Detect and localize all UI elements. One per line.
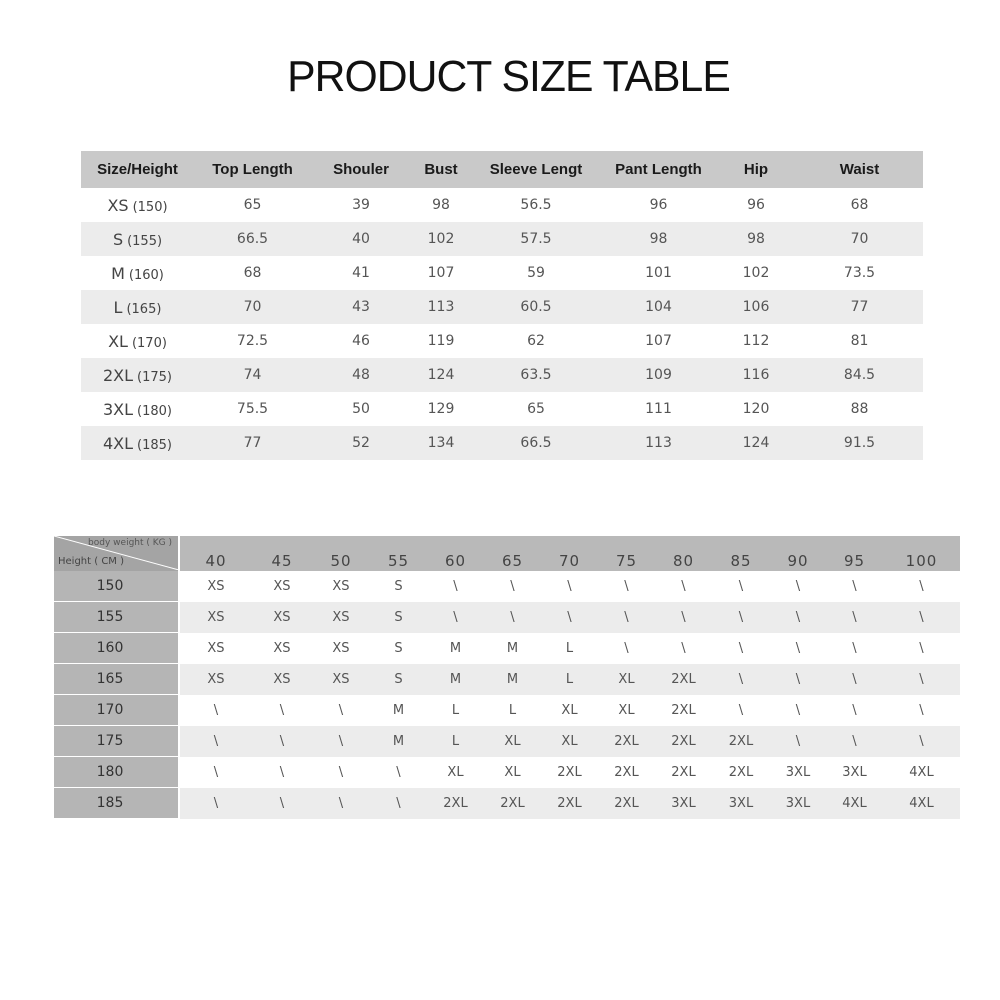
- table-row: [54, 602, 960, 633]
- height-label: Height ( CM ): [58, 556, 125, 567]
- size-recommendation-cell: \: [826, 571, 883, 602]
- column-header: Sleeve Lengt: [471, 151, 601, 188]
- size-recommendation-cell: \: [883, 571, 960, 602]
- column-header: Shouler: [311, 151, 411, 188]
- size-recommendation-cell: M: [370, 695, 427, 726]
- page-title: PRODUCT SIZE TABLE: [287, 52, 730, 101]
- measurement-cell: 66.5: [194, 222, 311, 256]
- height-cell: 160: [54, 633, 179, 664]
- size-recommendation-cell: 3XL: [655, 788, 712, 819]
- size-recommendation-cell: \: [252, 757, 312, 788]
- size-label: 4XL: [102, 433, 134, 453]
- size-recommendation-cell: \: [252, 788, 312, 819]
- measurement-cell: 48: [311, 358, 411, 392]
- size-recommendation-cell: 3XL: [770, 757, 826, 788]
- weight-header: 50: [312, 536, 370, 571]
- size-recommendation-cell: 4XL: [826, 788, 883, 819]
- size-recommendation-cell: XL: [541, 726, 598, 757]
- size-label: 2XL: [102, 365, 134, 385]
- height-weight-size-table: [54, 536, 960, 819]
- table-row: [81, 392, 923, 426]
- size-recommendation-cell: XL: [484, 757, 541, 788]
- measurement-cell: 111: [601, 392, 716, 426]
- measurement-cell: 91.5: [796, 426, 923, 460]
- size-recommendation-cell: XL: [598, 664, 655, 695]
- column-header: Pant Length: [601, 151, 716, 188]
- size-recommendation-cell: 2XL: [655, 726, 712, 757]
- size-recommendation-cell: \: [598, 602, 655, 633]
- measurement-cell: 68: [194, 256, 311, 290]
- size-height-cell: [81, 290, 194, 324]
- size-recommendation-cell: 2XL: [598, 757, 655, 788]
- table-row: [81, 426, 923, 460]
- measurement-cell: 113: [411, 290, 471, 324]
- size-recommendation-cell: \: [826, 695, 883, 726]
- measurement-cell: 101: [601, 256, 716, 290]
- size-height-cell: [81, 256, 194, 290]
- size-label: XL: [108, 331, 128, 351]
- measurement-cell: 102: [716, 256, 796, 290]
- height-label: (175): [137, 369, 173, 385]
- size-recommendation-cell: \: [427, 571, 484, 602]
- weight-header: 55: [370, 536, 427, 571]
- body-weight-label: body weight ( KG ): [88, 538, 172, 548]
- weight-header: 40: [179, 536, 252, 571]
- measurement-cell: 46: [311, 324, 411, 358]
- measurement-cell: 134: [411, 426, 471, 460]
- height-cell: 175: [54, 726, 179, 757]
- size-recommendation-cell: \: [598, 633, 655, 664]
- size-height-cell: [81, 324, 194, 358]
- size-recommendation-cell: \: [598, 571, 655, 602]
- height-cell: 185: [54, 788, 179, 819]
- size-recommendation-cell: XS: [312, 602, 370, 633]
- measurement-cell: 120: [716, 392, 796, 426]
- measurement-cell: 116: [716, 358, 796, 392]
- measurement-cell: 112: [716, 324, 796, 358]
- size-recommendation-cell: \: [370, 757, 427, 788]
- measurement-cell: 70: [796, 222, 923, 256]
- column-header: Size/Height: [81, 151, 194, 188]
- size-recommendation-cell: \: [883, 633, 960, 664]
- measurement-cell: 52: [311, 426, 411, 460]
- table-row: [81, 324, 923, 358]
- size-height-cell: [81, 358, 194, 392]
- size-recommendation-cell: \: [252, 726, 312, 757]
- size-recommendation-cell: \: [883, 726, 960, 757]
- size-recommendation-cell: M: [427, 664, 484, 695]
- table-row: [54, 633, 960, 664]
- table-row: [54, 726, 960, 757]
- table-row: [54, 571, 960, 602]
- size-recommendation-cell: \: [826, 664, 883, 695]
- table-row: [81, 188, 923, 222]
- size-recommendation-cell: XL: [541, 695, 598, 726]
- size-recommendation-cell: XS: [252, 633, 312, 664]
- measurement-cell: 98: [716, 222, 796, 256]
- measurement-cell: 109: [601, 358, 716, 392]
- size-recommendation-cell: \: [826, 633, 883, 664]
- measurement-cell: 107: [411, 256, 471, 290]
- size-recommendation-cell: 2XL: [712, 726, 770, 757]
- size-recommendation-cell: \: [655, 602, 712, 633]
- measurement-cell: 60.5: [471, 290, 601, 324]
- height-label: (150): [132, 199, 168, 215]
- size-recommendation-cell: S: [370, 664, 427, 695]
- size-recommendation-cell: \: [312, 788, 370, 819]
- size-recommendation-cell: XS: [179, 602, 252, 633]
- size-recommendation-cell: 2XL: [427, 788, 484, 819]
- size-recommendation-cell: XS: [312, 571, 370, 602]
- size-recommendation-cell: \: [770, 602, 826, 633]
- size-recommendation-cell: \: [826, 602, 883, 633]
- size-recommendation-cell: \: [252, 695, 312, 726]
- size-recommendation-cell: \: [770, 664, 826, 695]
- size-recommendation-cell: 2XL: [541, 788, 598, 819]
- size-height-cell: [81, 426, 194, 460]
- weight-header-row: [54, 536, 960, 571]
- size-recommendation-cell: M: [427, 633, 484, 664]
- table-row: [81, 222, 923, 256]
- column-header: Waist: [796, 151, 923, 188]
- size-recommendation-cell: \: [712, 695, 770, 726]
- size-height-cell: [81, 222, 194, 256]
- size-recommendation-cell: \: [484, 571, 541, 602]
- measurement-cell: 77: [194, 426, 311, 460]
- measurement-cell: 106: [716, 290, 796, 324]
- column-header: Bust: [411, 151, 471, 188]
- weight-header: 75: [598, 536, 655, 571]
- size-recommendation-cell: 4XL: [883, 757, 960, 788]
- size-recommendation-cell: \: [312, 757, 370, 788]
- size-recommendation-cell: XS: [179, 633, 252, 664]
- measurement-cell: 75.5: [194, 392, 311, 426]
- size-recommendation-cell: 2XL: [541, 757, 598, 788]
- product-size-table: [81, 151, 923, 460]
- measurement-cell: 63.5: [471, 358, 601, 392]
- size-recommendation-cell: \: [484, 602, 541, 633]
- size-recommendation-cell: S: [370, 633, 427, 664]
- table-row: [54, 788, 960, 819]
- column-header: Top Length: [194, 151, 311, 188]
- size-label: S: [112, 229, 124, 249]
- size-recommendation-cell: \: [541, 571, 598, 602]
- measurement-cell: 98: [411, 188, 471, 222]
- size-recommendation-cell: XS: [252, 664, 312, 695]
- size-recommendation-cell: S: [370, 571, 427, 602]
- size-recommendation-cell: 3XL: [712, 788, 770, 819]
- measurement-cell: 59: [471, 256, 601, 290]
- weight-header: 60: [427, 536, 484, 571]
- size-recommendation-cell: \: [312, 695, 370, 726]
- measurement-cell: 98: [601, 222, 716, 256]
- measurement-cell: 65: [471, 392, 601, 426]
- weight-header: 65: [484, 536, 541, 571]
- size-recommendation-cell: S: [370, 602, 427, 633]
- size-recommendation-cell: \: [655, 571, 712, 602]
- measurement-cell: 113: [601, 426, 716, 460]
- measurement-cell: 50: [311, 392, 411, 426]
- size-recommendation-cell: \: [883, 602, 960, 633]
- measurement-cell: 41: [311, 256, 411, 290]
- measurement-cell: 43: [311, 290, 411, 324]
- size-label: XS: [107, 195, 129, 215]
- size-recommendation-cell: L: [541, 664, 598, 695]
- measurement-cell: 119: [411, 324, 471, 358]
- height-cell: 170: [54, 695, 179, 726]
- size-recommendation-cell: \: [712, 571, 770, 602]
- size-recommendation-cell: 4XL: [883, 788, 960, 819]
- size-recommendation-cell: L: [427, 726, 484, 757]
- size-recommendation-cell: 2XL: [598, 788, 655, 819]
- size-recommendation-cell: M: [370, 726, 427, 757]
- weight-header: 85: [712, 536, 770, 571]
- height-label: (185): [137, 437, 173, 453]
- size-recommendation-cell: XL: [598, 695, 655, 726]
- size-recommendation-cell: XS: [179, 664, 252, 695]
- size-recommendation-cell: \: [179, 788, 252, 819]
- measurement-cell: 40: [311, 222, 411, 256]
- size-height-cell: [81, 188, 194, 222]
- size-recommendation-cell: XS: [312, 664, 370, 695]
- height-cell: 165: [54, 664, 179, 695]
- height-label: (160): [128, 267, 164, 283]
- size-recommendation-cell: 2XL: [655, 695, 712, 726]
- measurement-cell: 65: [194, 188, 311, 222]
- size-recommendation-cell: XS: [252, 571, 312, 602]
- size-recommendation-cell: L: [484, 695, 541, 726]
- measurement-cell: 74: [194, 358, 311, 392]
- size-recommendation-cell: \: [770, 695, 826, 726]
- measurement-cell: 70: [194, 290, 311, 324]
- size-recommendation-cell: M: [484, 664, 541, 695]
- weight-header: 90: [770, 536, 826, 571]
- column-header: Hip: [716, 151, 796, 188]
- measurement-cell: 81: [796, 324, 923, 358]
- size-recommendation-cell: \: [883, 695, 960, 726]
- weight-header: 95: [826, 536, 883, 571]
- size-recommendation-cell: 2XL: [484, 788, 541, 819]
- measurement-cell: 96: [601, 188, 716, 222]
- size-recommendation-cell: 2XL: [598, 726, 655, 757]
- measurement-cell: 77: [796, 290, 923, 324]
- height-cell: 155: [54, 602, 179, 633]
- height-label: (170): [131, 335, 167, 351]
- size-table-header-row: [81, 151, 923, 188]
- table-row: [81, 290, 923, 324]
- measurement-cell: 57.5: [471, 222, 601, 256]
- size-recommendation-cell: 2XL: [712, 757, 770, 788]
- measurement-cell: 62: [471, 324, 601, 358]
- weight-header: 80: [655, 536, 712, 571]
- size-recommendation-cell: XL: [427, 757, 484, 788]
- measurement-cell: 39: [311, 188, 411, 222]
- size-recommendation-cell: 2XL: [655, 757, 712, 788]
- table-row: [81, 358, 923, 392]
- measurement-cell: 66.5: [471, 426, 601, 460]
- size-recommendation-cell: \: [770, 633, 826, 664]
- size-recommendation-cell: XS: [252, 602, 312, 633]
- size-recommendation-cell: \: [770, 571, 826, 602]
- size-recommendation-cell: L: [427, 695, 484, 726]
- table-row: [54, 695, 960, 726]
- corner-header: [54, 536, 179, 571]
- measurement-cell: 68: [796, 188, 923, 222]
- height-label: (155): [127, 233, 163, 249]
- measurement-cell: 73.5: [796, 256, 923, 290]
- measurement-cell: 72.5: [194, 324, 311, 358]
- weight-header: 100: [883, 536, 960, 571]
- measurement-cell: 96: [716, 188, 796, 222]
- size-label: M: [111, 263, 125, 283]
- measurement-cell: 88: [796, 392, 923, 426]
- measurement-cell: 124: [716, 426, 796, 460]
- size-recommendation-cell: \: [712, 664, 770, 695]
- weight-header: 70: [541, 536, 598, 571]
- size-recommendation-cell: \: [712, 633, 770, 664]
- size-label: 3XL: [102, 399, 134, 419]
- size-recommendation-cell: \: [179, 726, 252, 757]
- table-row: [81, 256, 923, 290]
- measurement-cell: 102: [411, 222, 471, 256]
- size-recommendation-cell: 3XL: [770, 788, 826, 819]
- height-label: (165): [126, 301, 162, 317]
- height-label: (180): [137, 403, 173, 419]
- size-recommendation-cell: \: [712, 602, 770, 633]
- size-recommendation-cell: XS: [179, 571, 252, 602]
- size-recommendation-cell: \: [770, 726, 826, 757]
- size-recommendation-cell: \: [179, 695, 252, 726]
- measurement-cell: 129: [411, 392, 471, 426]
- size-recommendation-cell: \: [427, 602, 484, 633]
- measurement-cell: 107: [601, 324, 716, 358]
- size-recommendation-cell: 2XL: [655, 664, 712, 695]
- size-recommendation-cell: \: [179, 757, 252, 788]
- table-row: [54, 664, 960, 695]
- size-recommendation-cell: \: [370, 788, 427, 819]
- size-recommendation-cell: L: [541, 633, 598, 664]
- measurement-cell: 104: [601, 290, 716, 324]
- measurement-cell: 84.5: [796, 358, 923, 392]
- size-recommendation-cell: \: [826, 726, 883, 757]
- size-recommendation-cell: \: [883, 664, 960, 695]
- weight-header: 45: [252, 536, 312, 571]
- size-recommendation-cell: XL: [484, 726, 541, 757]
- height-cell: 180: [54, 757, 179, 788]
- size-recommendation-cell: \: [655, 633, 712, 664]
- size-recommendation-cell: M: [484, 633, 541, 664]
- size-label: L: [113, 297, 123, 317]
- size-recommendation-cell: XS: [312, 633, 370, 664]
- measurement-cell: 124: [411, 358, 471, 392]
- height-cell: 150: [54, 571, 179, 602]
- size-recommendation-cell: \: [541, 602, 598, 633]
- table-row: [54, 757, 960, 788]
- size-recommendation-cell: \: [312, 726, 370, 757]
- size-recommendation-cell: 3XL: [826, 757, 883, 788]
- size-height-cell: [81, 392, 194, 426]
- measurement-cell: 56.5: [471, 188, 601, 222]
